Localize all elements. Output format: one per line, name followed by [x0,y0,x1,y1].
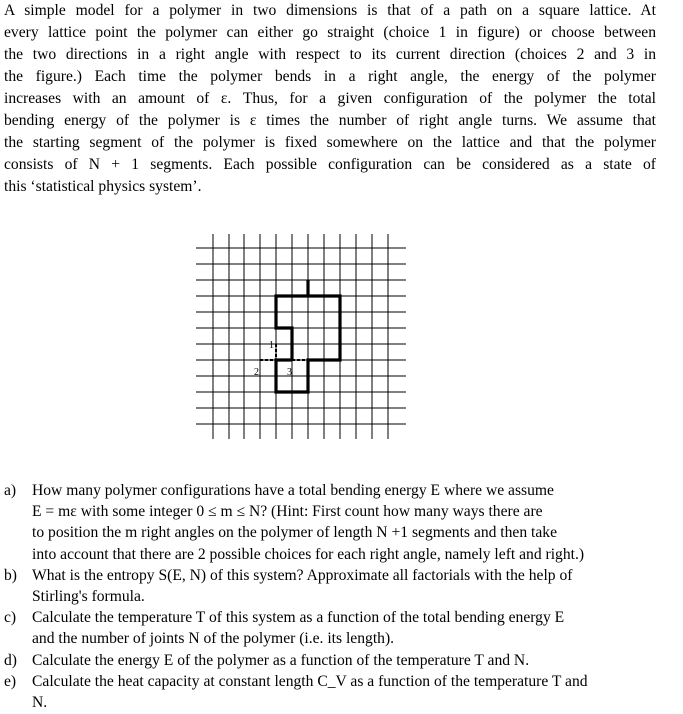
question-line: and the number of joints N of the polymer (i.e. its length). [32,630,395,648]
question-line: E = mε with some integer 0 ≤ m ≤ N? (Hint: First count how many ways there are [32,503,543,521]
question-line: to position the m right angles on the polymer of length N +1 segments and then take [32,524,558,542]
intro-paragraph [4,0,656,198]
choice-markers [260,344,308,360]
question-label: e) [4,672,17,690]
question-label: b) [4,566,17,584]
intro-line: consists of N + 1 segments. Each possible configuration can be considered as a state of [4,156,656,173]
question-label: c) [4,609,17,627]
question-list [4,480,662,713]
intro-line: increases with an amount of ε. Thus, for a given configuration of the polymer the total [4,90,656,107]
question-label: a) [4,482,17,499]
question-a [4,480,662,565]
intro-line: the figure.) Each time the polymer bends in a right angle, the energy of the polymer [4,68,656,85]
question-line: What is the entropy S(E, N) of this system? Approximate all factorials with the help of [32,566,573,584]
question-line: N. [32,694,48,712]
intro-line: the starting segment of the polymer is fixed somewhere on the lattice and that the polymer [4,134,656,151]
choice-label-2: 2 [254,367,259,378]
question-label: d) [4,651,17,669]
question-line: How many polymer configurations have a total bending energy E where we assume [32,482,554,499]
question-line: Calculate the energy E of the polymer as a function of the temperature T and N. [32,651,530,669]
question-b [4,565,662,607]
intro-line: A simple model for a polymer in two dimensions is that of a path on a square lattice. At [4,2,656,19]
question-line: Calculate the temperature T of this system as a function of the total bending energy E [32,609,565,627]
question-d [4,650,662,671]
question-line: Calculate the heat capacity at constant length C_V as a function of the temperature T and [32,672,588,690]
choice-label-3: 3 [287,367,292,378]
question-line: into account that there are 2 possible choices for each right angle, namely left and right.) [32,545,585,563]
lattice-figure [196,234,406,442]
intro-line: the two directions in a right angle with respect to its current direction (choices 2 and 3 in [4,46,656,63]
question-line: Stirling's formula. [32,588,145,606]
lattice-grid [196,234,406,439]
choice-label-1: 1 [269,340,274,351]
question-e [4,671,662,713]
intro-line: bending energy of the polymer is ε times the number of right angle turns. We assume that [4,112,656,129]
question-c [4,607,662,649]
intro-line: every lattice point the polymer can either go straight (choice 1 in figure) or choose between [4,24,656,41]
intro-line: this ‘statistical physics system’. [4,178,202,195]
